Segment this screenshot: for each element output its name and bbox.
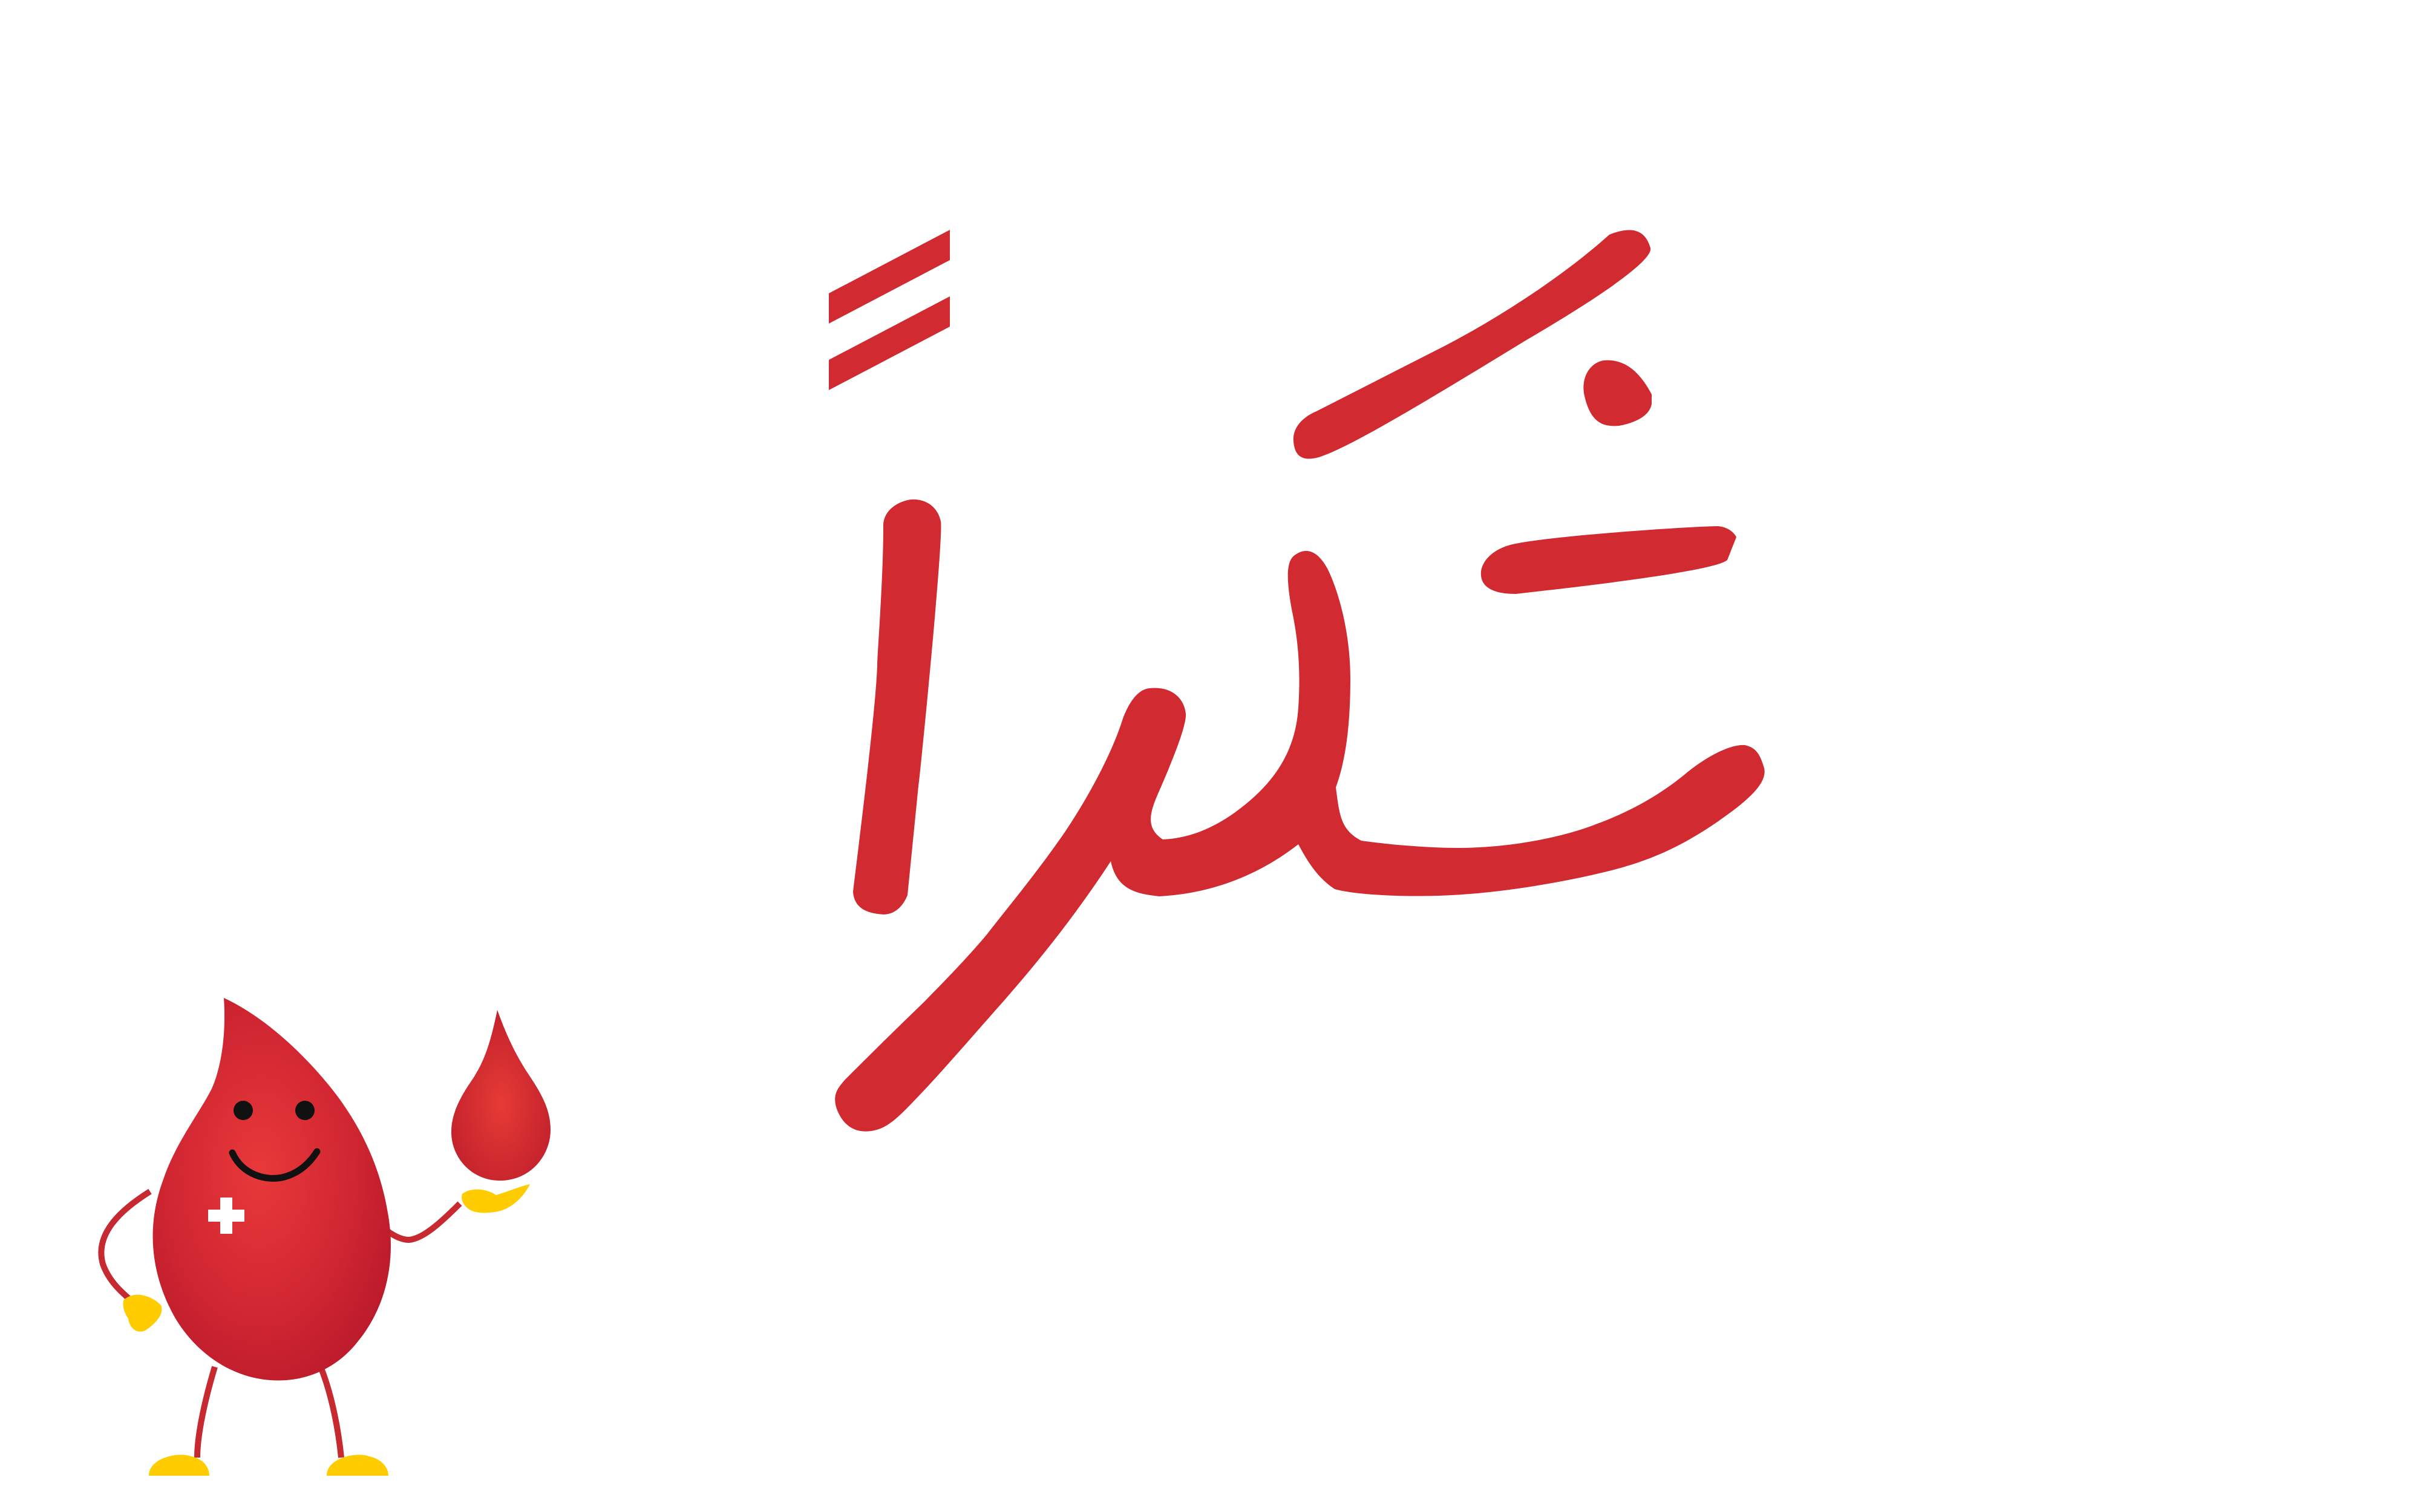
mascot-right-glove: [462, 1184, 530, 1213]
blood-drop-icon: [451, 1010, 551, 1181]
mascot-left-foot: [149, 1455, 209, 1476]
letter-ra-body: [835, 551, 1764, 1132]
mascot-right-leg: [321, 1367, 341, 1458]
letter-dot: [1583, 360, 1652, 426]
mascot-left-leg: [197, 1367, 215, 1458]
mascot-body: [153, 998, 391, 1381]
letter-upper-bar: [1481, 526, 1736, 594]
letter-kaf-stroke: [1293, 230, 1650, 458]
mascot-right-foot: [327, 1455, 388, 1476]
mascot-left-glove: [123, 1295, 162, 1332]
letter-alif: [853, 500, 941, 914]
mascot-left-arm: [101, 1191, 150, 1311]
mascot-left-eye: [234, 1101, 253, 1120]
mascot-right-eye: [295, 1101, 315, 1120]
blood-drop-mascot: [85, 992, 569, 1488]
